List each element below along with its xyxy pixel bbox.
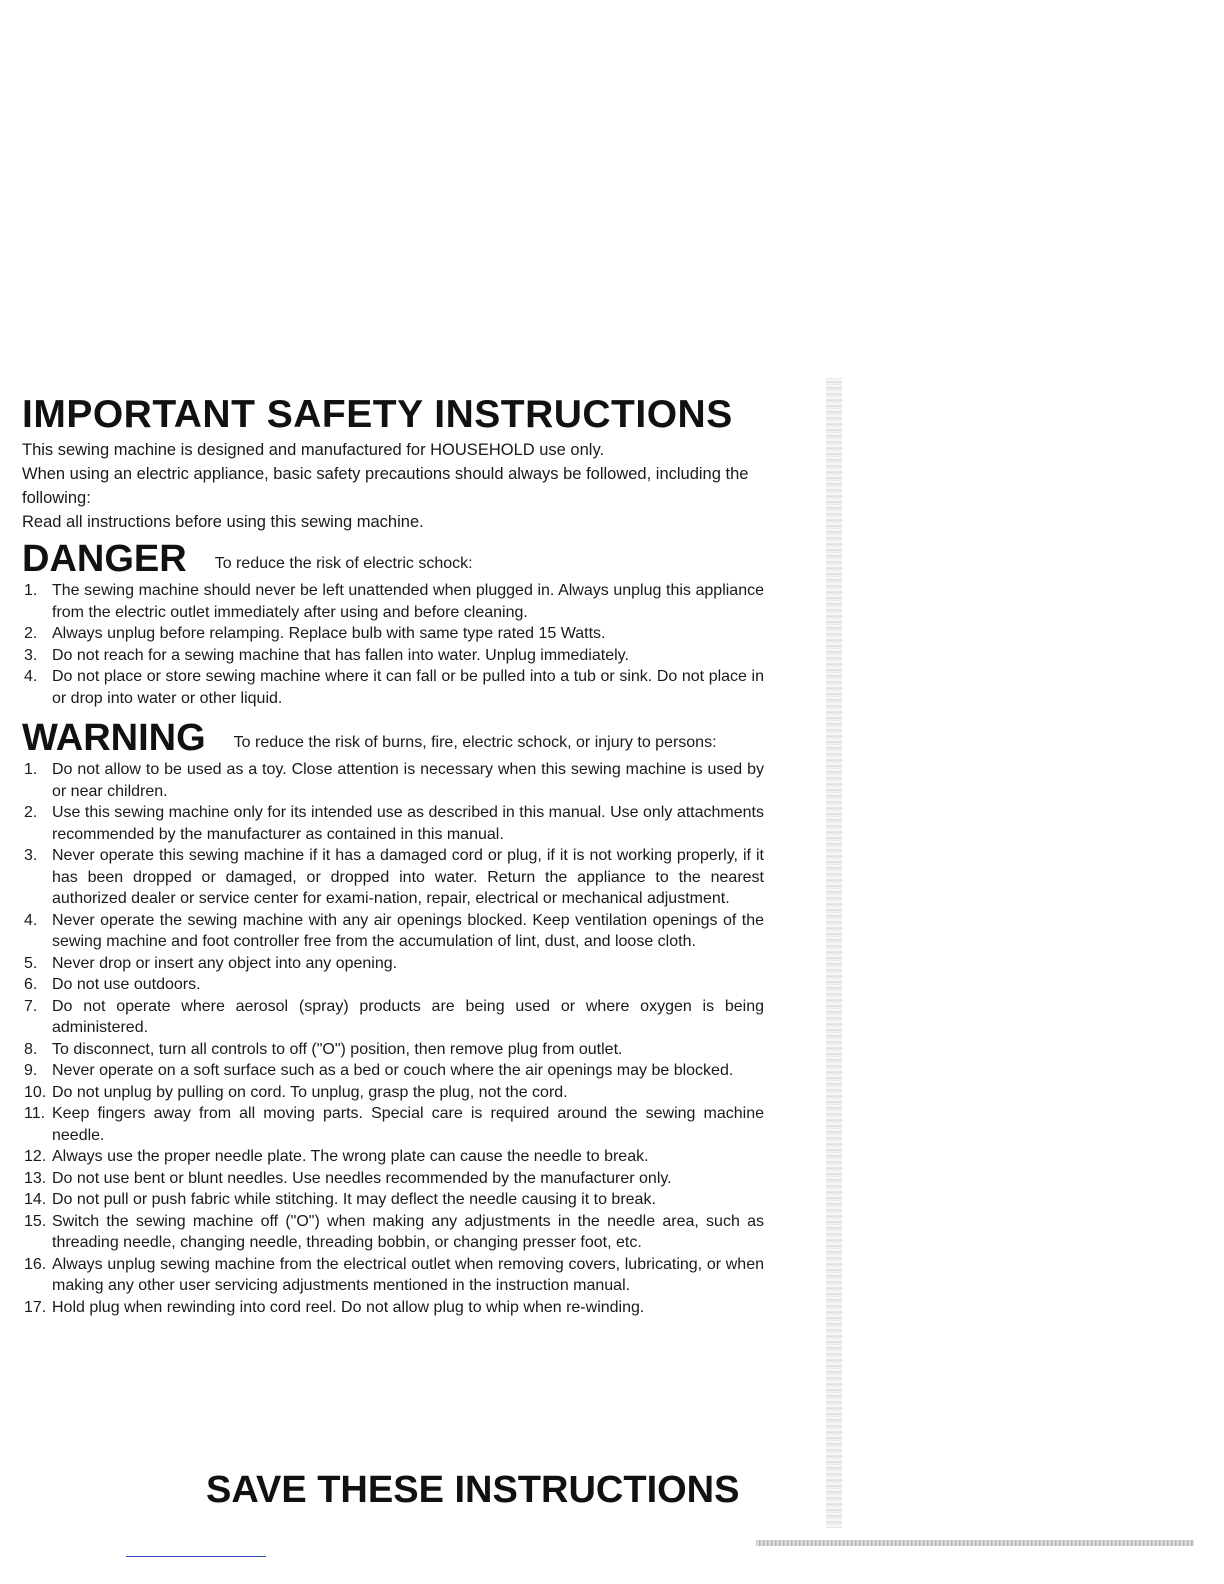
list-item bbox=[22, 645, 764, 667]
item-number: 13. bbox=[24, 1169, 47, 1187]
warning-header bbox=[22, 717, 764, 759]
safety-instructions bbox=[22, 392, 764, 1318]
item-text: Do not pull or push fabric while stitching. It may deflect the needle causing it to break. bbox=[52, 1191, 656, 1208]
list-item bbox=[22, 1189, 764, 1211]
list-item bbox=[22, 1168, 764, 1190]
item-number: 10. bbox=[24, 1083, 47, 1101]
warning-list bbox=[22, 759, 764, 1318]
item-text: The sewing machine should never be left unattended when plugged in. Always unplug this appliance from the electric outlet immediately after using and before cleaning. bbox=[52, 582, 764, 621]
item-text: Always unplug before relamping. Replace bulb with same type rated 15 Watts. bbox=[52, 625, 606, 642]
item-number: 1. bbox=[24, 582, 38, 599]
item-number: 1. bbox=[24, 761, 38, 778]
item-text: Keep fingers away from all moving parts. Special care is required around the sewing machine needle. bbox=[52, 1105, 764, 1144]
list-item bbox=[22, 1082, 764, 1104]
item-number: 3. bbox=[24, 646, 38, 664]
list-item bbox=[22, 910, 764, 953]
item-number: 17. bbox=[24, 1298, 47, 1316]
warning-heading: WARNING bbox=[22, 717, 206, 759]
item-text: Do not place or store sewing machine where it can fall or be pulled into a tub or sink. Do not place in or drop into water or other liquid. bbox=[52, 668, 764, 707]
list-item bbox=[22, 623, 764, 645]
warning-description: To reduce the risk of burns, fire, electric schock, or injury to persons: bbox=[233, 734, 717, 751]
item-text: Do not allow to be used as a toy. Close attention is necessary when this sewing machine is used by or near children. bbox=[52, 761, 764, 800]
item-number: 12. bbox=[24, 1148, 47, 1165]
item-text: Never operate the sewing machine with any air openings blocked. Keep ventilation openings of the sewing machine and foot controller free from the accumulation of lint, dust, and loose cloth. bbox=[52, 911, 764, 950]
list-item bbox=[22, 1060, 764, 1082]
item-text: Do not operate where aerosol (spray) products are being used or where oxygen is being administered. bbox=[52, 997, 764, 1036]
list-item bbox=[22, 802, 764, 845]
item-text: Do not use bent or blunt needles. Use needles recommended by the manufacturer only. bbox=[52, 1169, 672, 1187]
item-text: Do not use outdoors. bbox=[52, 976, 201, 993]
save-instructions-footer: SAVE THESE INSTRUCTIONS bbox=[206, 1469, 740, 1511]
item-text: Switch the sewing machine off ("O") when making any adjustments in the needle area, such as threading needle, changing needle, threading bobbin, or changing presser foot, etc. bbox=[52, 1212, 764, 1251]
scan-bottom-edge bbox=[756, 1540, 1194, 1546]
list-item bbox=[22, 666, 764, 709]
scan-page-edge bbox=[826, 378, 842, 1528]
item-text: Do not unplug by pulling on cord. To unplug, grasp the plug, not the cord. bbox=[52, 1083, 568, 1101]
list-item bbox=[22, 1211, 764, 1254]
item-number: 2. bbox=[24, 625, 38, 642]
item-number: 6. bbox=[24, 976, 38, 993]
item-text: Never operate this sewing machine if it has a damaged cord or plug, if it is not working properly, if it has been dropped or damaged, or dropped into water. Return the appliance to the nearest authorized dealer or service center for exami-nation, repair, electrical or mechanical adjustment. bbox=[52, 847, 764, 907]
item-text: Hold plug when rewinding into cord reel. Do not allow plug to whip when re-winding. bbox=[52, 1298, 645, 1316]
item-number: 15. bbox=[24, 1212, 47, 1230]
danger-list bbox=[22, 580, 764, 709]
item-number: 2. bbox=[24, 804, 38, 821]
item-number: 11. bbox=[24, 1105, 46, 1122]
intro-line-1: This sewing machine is designed and manufactured for HOUSEHOLD use only. bbox=[22, 441, 605, 459]
item-text: To disconnect, turn all controls to off ("O") position, then remove plug from outlet. bbox=[52, 1040, 623, 1058]
intro-line-2: When using an electric appliance, basic safety precautions should always be followed, including the following: bbox=[22, 465, 749, 507]
item-number: 3. bbox=[24, 847, 38, 864]
list-item bbox=[22, 1039, 764, 1061]
list-item bbox=[22, 1297, 764, 1319]
item-text: Never operate on a soft surface such as a bed or couch where the air openings may be blocked. bbox=[52, 1062, 734, 1079]
intro-line-3: Read all instructions before using this sewing machine. bbox=[22, 513, 424, 531]
item-number: 5. bbox=[24, 954, 38, 972]
list-item bbox=[22, 974, 764, 996]
item-text: Never drop or insert any object into any opening. bbox=[52, 954, 398, 972]
intro-text bbox=[22, 438, 764, 534]
item-text: Always unplug sewing machine from the electrical outlet when removing covers, lubricating, or when making any other user servicing adjustments mentioned in the instruction manual. bbox=[52, 1255, 764, 1294]
item-text: Use this sewing machine only for its intended use as described in this manual. Use only attachments recommended by the manufacturer as contained in this manual. bbox=[52, 804, 764, 843]
list-item bbox=[22, 759, 764, 802]
list-item bbox=[22, 580, 764, 623]
underline-mark bbox=[126, 1556, 266, 1557]
danger-description: To reduce the risk of electric schock: bbox=[214, 555, 473, 572]
danger-header bbox=[22, 538, 764, 580]
list-item bbox=[22, 996, 764, 1039]
list-item bbox=[22, 1103, 764, 1146]
item-text: Always use the proper needle plate. The wrong plate can cause the needle to break. bbox=[52, 1148, 649, 1165]
page-title: IMPORTANT SAFETY INSTRUCTIONS bbox=[22, 393, 733, 436]
list-item bbox=[22, 1146, 764, 1168]
item-number: 4. bbox=[24, 668, 38, 685]
item-number: 7. bbox=[24, 997, 38, 1015]
item-number: 8. bbox=[24, 1040, 38, 1058]
item-number: 16. bbox=[24, 1255, 47, 1273]
item-number: 14. bbox=[24, 1191, 47, 1208]
list-item bbox=[22, 845, 764, 910]
list-item bbox=[22, 1254, 764, 1297]
list-item bbox=[22, 953, 764, 975]
item-number: 4. bbox=[24, 911, 38, 929]
danger-heading: DANGER bbox=[22, 538, 187, 580]
item-number: 9. bbox=[24, 1062, 38, 1079]
item-text: Do not reach for a sewing machine that has fallen into water. Unplug immediately. bbox=[52, 646, 629, 664]
